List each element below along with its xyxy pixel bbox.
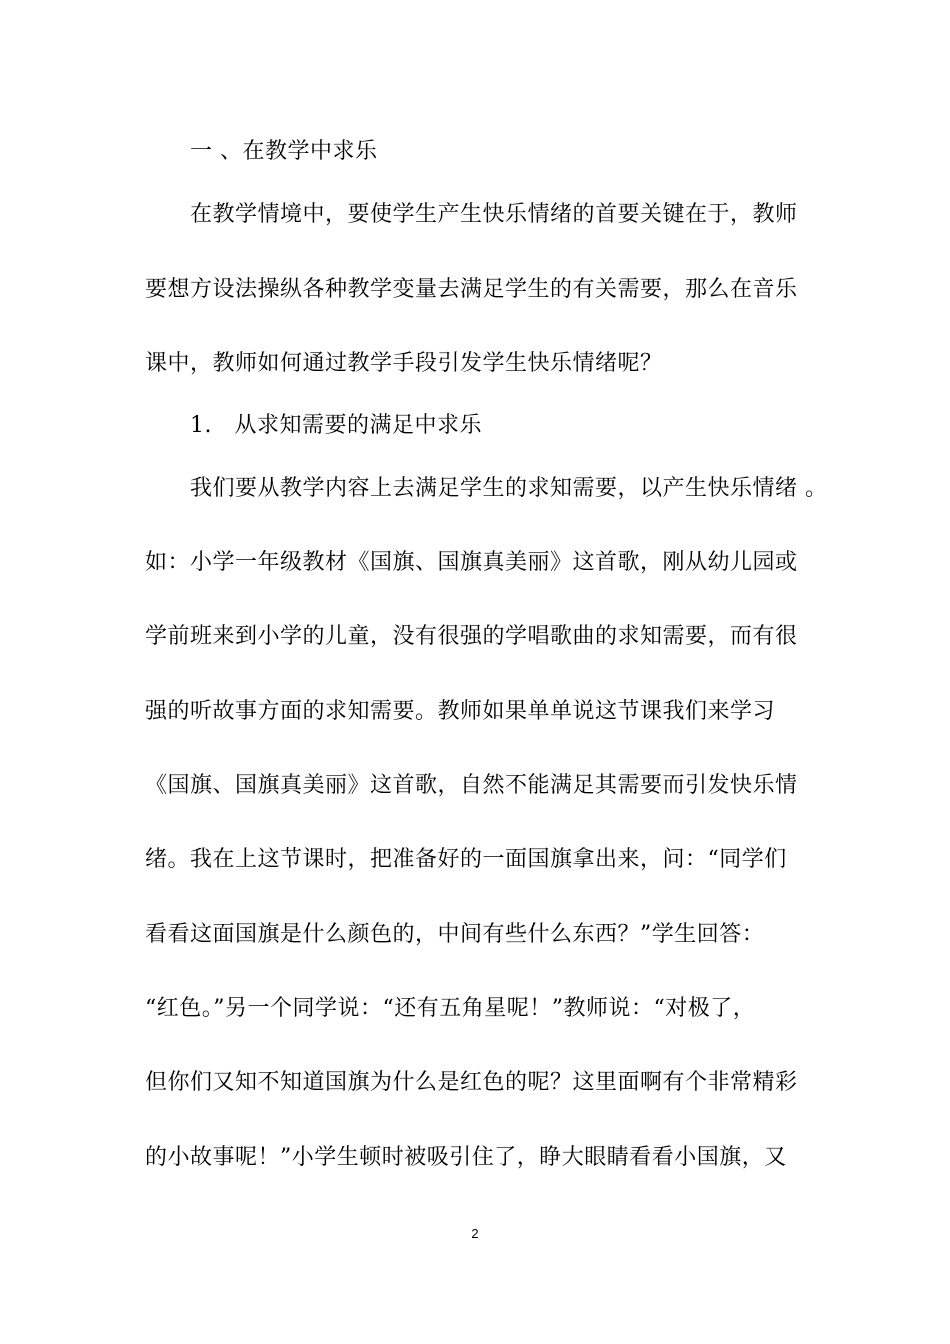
subsection-heading: 1. 从求知需要的满足中求乐	[190, 413, 482, 438]
paragraph-line: 绪。我在上这节课时，把准备好的一面国旗拿出来，问：“同学们	[145, 847, 787, 872]
section-heading: 一 、在教学中求乐	[190, 139, 378, 164]
paragraph-line: 学前班来到小学的儿童，没有很强的学唱歌曲的求知需要，而有很	[145, 624, 798, 649]
paragraph-line: 但你们又知不知道国旗为什么是红色的呢？这里面啊有个非常精彩	[145, 1070, 798, 1095]
paragraph-line: 要想方设法操纵各种教学变量去满足学生的有关需要，那么在音乐	[145, 277, 798, 302]
page-number: 2	[471, 1226, 479, 1241]
paragraph-line: 强的听故事方面的求知需要。教师如果单单说这节课我们来学习	[145, 699, 776, 724]
paragraph-line: 《国旗、国旗真美丽》这首歌，自然不能满足其需要而引发快乐情	[145, 773, 798, 798]
paragraph-line: 我们要从教学内容上去满足学生的求知需要，以产生快乐情绪 。	[190, 476, 828, 501]
paragraph-line: 课中，教师如何通过教学手段引发学生快乐情绪呢？	[145, 351, 663, 376]
paragraph-line: 的小故事呢！”小学生顿时被吸引住了，睁大眼睛看看小国旗，又	[145, 1145, 787, 1170]
paragraph-line: 看看这面国旗是什么颜色的，中间有些什么东西？”学生回答：	[145, 922, 765, 947]
paragraph-line: 如：小学一年级教材《国旗、国旗真美丽》这首歌，刚从幼儿园或	[145, 550, 798, 575]
paragraph-line: “红色。”另一个同学说：“还有五角星呢！”教师说：“对极了，	[145, 996, 756, 1021]
paragraph-line: 在教学情境中，要使学生产生快乐情绪的首要关键在于，教师	[190, 202, 798, 227]
